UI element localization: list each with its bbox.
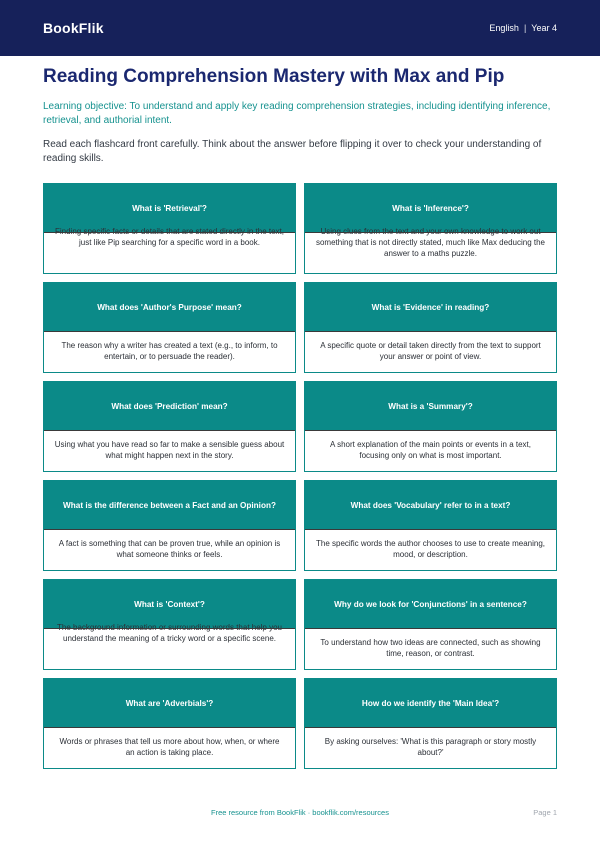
flashcard-front: What is the difference between a Fact and an Opinion? <box>44 481 295 529</box>
year-label: Year 4 <box>531 23 557 33</box>
flashcard-front: What are 'Adverbials'? <box>44 679 295 727</box>
flashcard-back: A fact is something that can be proven true, while an opinion is what someone thinks or feels. <box>58 538 281 559</box>
learning-objective: Learning objective: To understand and apply key reading comprehension strategies, including identifying inference, retrieval, and authorial intent. <box>43 101 551 126</box>
flashcard-front: What is 'Context'? <box>44 580 295 628</box>
flashcard-grid <box>43 183 557 769</box>
fold-line <box>305 232 556 233</box>
fold-line <box>44 727 295 728</box>
flashcard[interactable] <box>43 282 296 373</box>
fold-line <box>305 529 556 530</box>
page-footer <box>0 808 600 822</box>
brand-logo[interactable]: BookFlik <box>43 20 104 36</box>
footer-credit-link[interactable]: Free resource from BookFlik · bookflik.com/resources <box>211 808 389 817</box>
fold-line <box>305 331 556 332</box>
fold-line <box>44 628 295 629</box>
flashcard-back: Words or phrases that tell us more about how, when, or where an action is taking place. <box>59 736 280 757</box>
flashcard[interactable] <box>43 381 296 472</box>
page-number: Page 1 <box>533 808 557 817</box>
language-label: English <box>489 23 519 33</box>
intro-text: Read each flashcard front carefully. Think about the answer before flipping it over to check your understanding of reading skills. <box>43 139 542 164</box>
flashcard-back: By asking ourselves: 'What is this paragraph or story mostly about?' <box>324 736 537 757</box>
flashcard-front: How do we identify the 'Main Idea'? <box>305 679 556 727</box>
fold-line <box>305 430 556 431</box>
flashcard-back: To understand how two ideas are connected, such as showing time, reason, or contrast. <box>320 637 541 658</box>
header-meta <box>489 23 557 33</box>
fold-line <box>305 628 556 629</box>
flashcard-front: What is 'Retrieval'? <box>44 184 295 232</box>
flashcard-front: What does 'Prediction' mean? <box>44 382 295 430</box>
flashcard-back: A specific quote or detail taken directly from the text to support your answer or point of view. <box>320 340 541 361</box>
flashcard-back: Using what you have read so far to make a sensible guess about what might happen next in the story. <box>54 439 285 460</box>
flashcard-front: What is 'Inference'? <box>305 184 556 232</box>
fold-line <box>305 727 556 728</box>
flashcard[interactable] <box>43 480 296 571</box>
top-banner <box>0 0 600 56</box>
flashcard-front: What is 'Evidence' in reading? <box>305 283 556 331</box>
flashcard-back: understand the meaning of a tricky word or a specific scene. <box>63 633 276 643</box>
fold-line <box>44 529 295 530</box>
flashcard[interactable] <box>43 579 296 670</box>
flashcard-front: What does 'Vocabulary' refer to in a text? <box>305 481 556 529</box>
flashcard-front: What is a 'Summary'? <box>305 382 556 430</box>
flashcard[interactable] <box>304 579 557 670</box>
flashcard[interactable] <box>304 282 557 373</box>
flashcard-back: The specific words the author chooses to use to create meaning, mood, or description. <box>315 538 545 559</box>
flashcard[interactable] <box>304 678 557 769</box>
flashcard[interactable] <box>304 480 557 571</box>
meta-separator: | <box>523 23 527 33</box>
flashcard[interactable] <box>304 183 557 274</box>
flashcard-back: A short explanation of the main points or events in a text, focusing only on what is most important. <box>329 439 531 460</box>
flashcard-back: just like Pip searching for a specific word in a book. <box>79 237 260 247</box>
flashcard[interactable] <box>304 381 557 472</box>
fold-line <box>44 430 295 431</box>
flashcard-back: The reason why a writer has created a text (e.g., to inform, to entertain, or to persuade the reader). <box>61 340 278 361</box>
fold-line <box>44 331 295 332</box>
fold-line <box>44 232 295 233</box>
flashcard-front: Why do we look for 'Conjunctions' in a sentence? <box>305 580 556 628</box>
flashcard[interactable] <box>43 183 296 274</box>
flashcard-back: something that is not directly stated, much like Max deducing the answer to a maths puzzle. <box>315 237 545 258</box>
flashcard-front: What does 'Author's Purpose' mean? <box>44 283 295 331</box>
page-title: Reading Comprehension Mastery with Max and Pip <box>43 66 505 87</box>
flashcard[interactable] <box>43 678 296 769</box>
